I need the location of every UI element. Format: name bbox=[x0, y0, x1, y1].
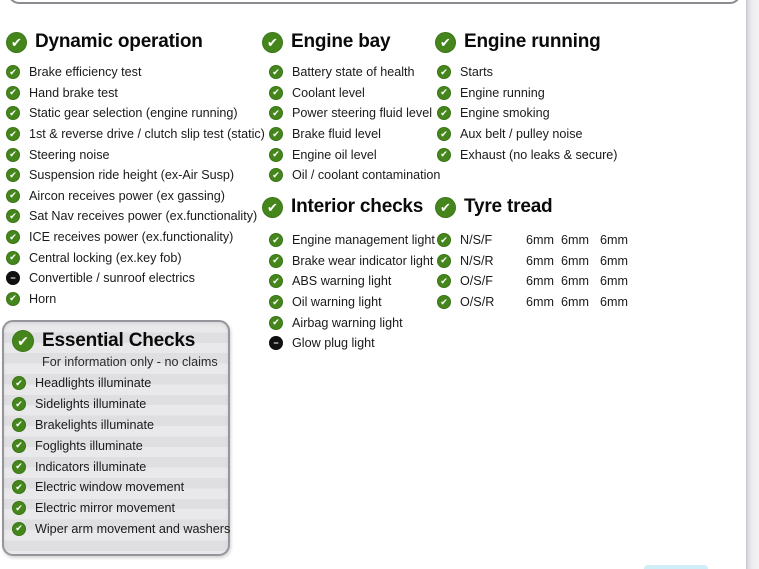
section-header bbox=[6, 31, 265, 53]
status-icon bbox=[6, 251, 20, 265]
check-item bbox=[12, 415, 228, 436]
status-icon bbox=[6, 230, 20, 244]
status-icon bbox=[6, 292, 20, 306]
tyre-depth-value: 6mm bbox=[600, 233, 628, 248]
check-item bbox=[12, 394, 228, 415]
section-header bbox=[12, 330, 228, 352]
status-icon bbox=[437, 65, 451, 79]
status-icon bbox=[437, 106, 451, 120]
status-icon bbox=[269, 336, 283, 350]
essential-checks-card bbox=[2, 320, 230, 556]
status-icon bbox=[6, 148, 20, 162]
check-item bbox=[269, 292, 435, 313]
check-item bbox=[269, 124, 440, 145]
status-icon bbox=[269, 233, 283, 247]
check-item-label: Sat Nav receives power (ex.functionality) bbox=[29, 209, 258, 224]
check-item-label: Battery state of health bbox=[292, 65, 415, 80]
status-icon bbox=[6, 86, 20, 100]
check-item bbox=[12, 519, 231, 540]
check-item-label: Steering noise bbox=[29, 147, 110, 162]
tyre-depth-value: 6mm bbox=[526, 295, 554, 310]
check-icon bbox=[435, 197, 456, 218]
tyre-depth-values bbox=[526, 254, 628, 268]
check-item bbox=[6, 186, 265, 207]
check-item bbox=[269, 83, 440, 104]
check-icon bbox=[6, 32, 27, 53]
check-item-label: Brake wear indicator light bbox=[292, 253, 434, 268]
check-item-label: Starts bbox=[460, 65, 493, 80]
status-icon bbox=[269, 65, 283, 79]
status-icon bbox=[12, 501, 26, 515]
status-icon bbox=[6, 106, 20, 120]
tyre-depth-value: 6mm bbox=[600, 274, 628, 289]
section-header bbox=[435, 31, 618, 53]
status-icon bbox=[437, 233, 451, 247]
check-item bbox=[437, 62, 618, 83]
checklist bbox=[435, 230, 628, 312]
status-icon bbox=[269, 316, 283, 330]
check-item-label: Suspension ride height (ex-Air Susp) bbox=[29, 168, 235, 183]
check-item-label: Engine oil level bbox=[292, 147, 377, 162]
status-icon bbox=[6, 127, 20, 141]
status-icon bbox=[12, 522, 26, 536]
tyre-depth-value: 6mm bbox=[600, 295, 628, 310]
check-item-label: Engine management light bbox=[292, 233, 435, 248]
check-item bbox=[269, 144, 440, 165]
status-icon bbox=[6, 65, 20, 79]
check-item bbox=[6, 247, 265, 268]
check-item-label: Static gear selection (engine running) bbox=[29, 106, 238, 121]
check-item bbox=[6, 165, 265, 186]
check-item bbox=[6, 103, 265, 124]
partial-button[interactable] bbox=[644, 565, 708, 569]
tyre-depth-values bbox=[526, 295, 628, 309]
essential-checks-subtitle: For information only - no claims bbox=[42, 355, 218, 369]
status-icon bbox=[6, 189, 20, 203]
scrollbar-track[interactable] bbox=[746, 0, 759, 569]
check-item bbox=[12, 435, 228, 456]
checklist bbox=[435, 62, 618, 165]
check-item-label: Foglights illuminate bbox=[35, 438, 143, 453]
check-item-label: Headlights illuminate bbox=[35, 376, 152, 391]
tyre-depth-value: 6mm bbox=[561, 295, 589, 310]
status-icon bbox=[269, 295, 283, 309]
check-item-label: Engine running bbox=[460, 85, 545, 100]
status-icon bbox=[269, 86, 283, 100]
tyre-depth-value: 6mm bbox=[561, 253, 589, 268]
tyre-depth-values bbox=[526, 274, 628, 288]
status-icon bbox=[6, 168, 20, 182]
section-title: Essential Checks bbox=[42, 330, 196, 351]
check-item-label: Indicators illuminate bbox=[35, 459, 147, 474]
status-icon bbox=[437, 295, 451, 309]
check-item-label: ABS warning light bbox=[292, 274, 392, 289]
status-icon bbox=[437, 127, 451, 141]
check-item-label: Exhaust (no leaks & secure) bbox=[460, 147, 618, 162]
tyre-tread-row bbox=[437, 292, 628, 313]
status-icon bbox=[269, 127, 283, 141]
check-item bbox=[12, 477, 228, 498]
section-title: Engine bay bbox=[291, 31, 391, 52]
tyre-depth-value: 6mm bbox=[526, 233, 554, 248]
check-item-label: Brakelights illuminate bbox=[35, 417, 154, 432]
tyre-depth-value: 6mm bbox=[526, 253, 554, 268]
check-item-label: Central locking (ex.key fob) bbox=[29, 250, 182, 265]
check-item bbox=[6, 227, 265, 248]
section-dynamic-operation bbox=[6, 31, 265, 309]
status-icon bbox=[12, 480, 26, 494]
status-icon bbox=[437, 254, 451, 268]
status-icon bbox=[6, 271, 20, 285]
tyre-depth-value: 6mm bbox=[526, 274, 554, 289]
check-icon bbox=[435, 32, 456, 53]
check-item-label: ICE receives power (ex.functionality) bbox=[29, 230, 234, 245]
check-item-label: Brake fluid level bbox=[292, 127, 381, 142]
status-icon bbox=[12, 397, 26, 411]
check-item bbox=[6, 268, 265, 289]
section-interior-checks bbox=[262, 196, 435, 354]
check-icon bbox=[262, 197, 283, 218]
check-item bbox=[269, 271, 435, 292]
check-item-label: Airbag warning light bbox=[292, 315, 403, 330]
check-item-label: Glow plug light bbox=[292, 336, 375, 351]
check-item bbox=[6, 62, 265, 83]
check-item bbox=[6, 124, 265, 145]
section-header bbox=[435, 196, 628, 218]
status-icon bbox=[269, 106, 283, 120]
status-icon bbox=[12, 376, 26, 390]
check-item bbox=[269, 62, 440, 83]
check-item-label: Sidelights illuminate bbox=[35, 397, 147, 412]
previous-card-bottom-edge bbox=[8, 0, 741, 4]
check-item-label: Power steering fluid level bbox=[292, 106, 433, 121]
section-header bbox=[262, 196, 435, 218]
check-item bbox=[269, 333, 435, 354]
check-item-label: Convertible / sunroof electrics bbox=[29, 271, 195, 286]
check-item-label: Oil / coolant contamination bbox=[292, 168, 441, 183]
check-item bbox=[437, 83, 618, 104]
check-item-label: Wiper arm movement and washers bbox=[35, 521, 231, 536]
tyre-depth-value: 6mm bbox=[600, 253, 628, 268]
check-item bbox=[437, 144, 618, 165]
status-icon bbox=[437, 86, 451, 100]
tyre-position-label: O/S/R bbox=[460, 295, 495, 310]
status-icon bbox=[437, 148, 451, 162]
section-engine-running bbox=[435, 31, 618, 165]
check-icon bbox=[262, 32, 283, 53]
check-item bbox=[6, 206, 265, 227]
status-icon bbox=[12, 418, 26, 432]
check-item-label: Electric mirror movement bbox=[35, 501, 175, 516]
check-icon bbox=[12, 330, 34, 352]
tyre-position-label: O/S/F bbox=[460, 274, 493, 289]
tyre-position-label: N/S/F bbox=[460, 233, 493, 248]
section-title: Interior checks bbox=[291, 196, 424, 217]
check-item bbox=[6, 144, 265, 165]
check-item bbox=[437, 124, 618, 145]
check-item bbox=[269, 165, 440, 186]
status-icon bbox=[269, 254, 283, 268]
check-item bbox=[269, 251, 435, 272]
section-header bbox=[262, 31, 440, 53]
check-item-label: Electric window movement bbox=[35, 480, 185, 495]
check-item-label: Horn bbox=[29, 291, 57, 306]
check-item bbox=[437, 103, 618, 124]
tyre-tread-row bbox=[437, 230, 628, 251]
check-item bbox=[12, 456, 228, 477]
check-item bbox=[269, 312, 435, 333]
status-icon bbox=[269, 274, 283, 288]
status-icon bbox=[6, 209, 20, 223]
tyre-depth-values bbox=[526, 233, 628, 247]
check-item-label: 1st & reverse drive / clutch slip test (static) bbox=[29, 127, 265, 142]
status-icon bbox=[269, 148, 283, 162]
checklist bbox=[6, 62, 265, 309]
check-item bbox=[12, 373, 228, 394]
check-item bbox=[269, 103, 440, 124]
checklist bbox=[262, 230, 435, 354]
checklist bbox=[262, 62, 440, 186]
tyre-depth-value: 6mm bbox=[561, 274, 589, 289]
check-item bbox=[6, 83, 265, 104]
status-icon bbox=[12, 460, 26, 474]
check-item bbox=[6, 289, 265, 310]
tyre-tread-row bbox=[437, 251, 628, 272]
tyre-position-label: N/S/R bbox=[460, 253, 494, 268]
status-icon bbox=[437, 274, 451, 288]
section-engine-bay bbox=[262, 31, 440, 186]
check-item-label: Brake efficiency test bbox=[29, 65, 142, 80]
section-title: Dynamic operation bbox=[35, 31, 203, 52]
check-item-label: Aircon receives power (ex gassing) bbox=[29, 188, 225, 203]
check-item-label: Aux belt / pulley noise bbox=[460, 127, 583, 142]
section-title: Engine running bbox=[464, 31, 601, 52]
status-icon bbox=[12, 439, 26, 453]
tyre-tread-row bbox=[437, 271, 628, 292]
check-item-label: Hand brake test bbox=[29, 85, 118, 100]
status-icon bbox=[269, 168, 283, 182]
tyre-depth-value: 6mm bbox=[561, 233, 589, 248]
check-item-label: Coolant level bbox=[292, 85, 365, 100]
check-item-label: Engine smoking bbox=[460, 106, 550, 121]
check-item-label: Oil warning light bbox=[292, 295, 382, 310]
checklist bbox=[12, 373, 231, 539]
check-item bbox=[269, 230, 435, 251]
check-item bbox=[12, 498, 228, 519]
section-title: Tyre tread bbox=[464, 196, 553, 217]
section-tyre-tread bbox=[435, 196, 628, 312]
